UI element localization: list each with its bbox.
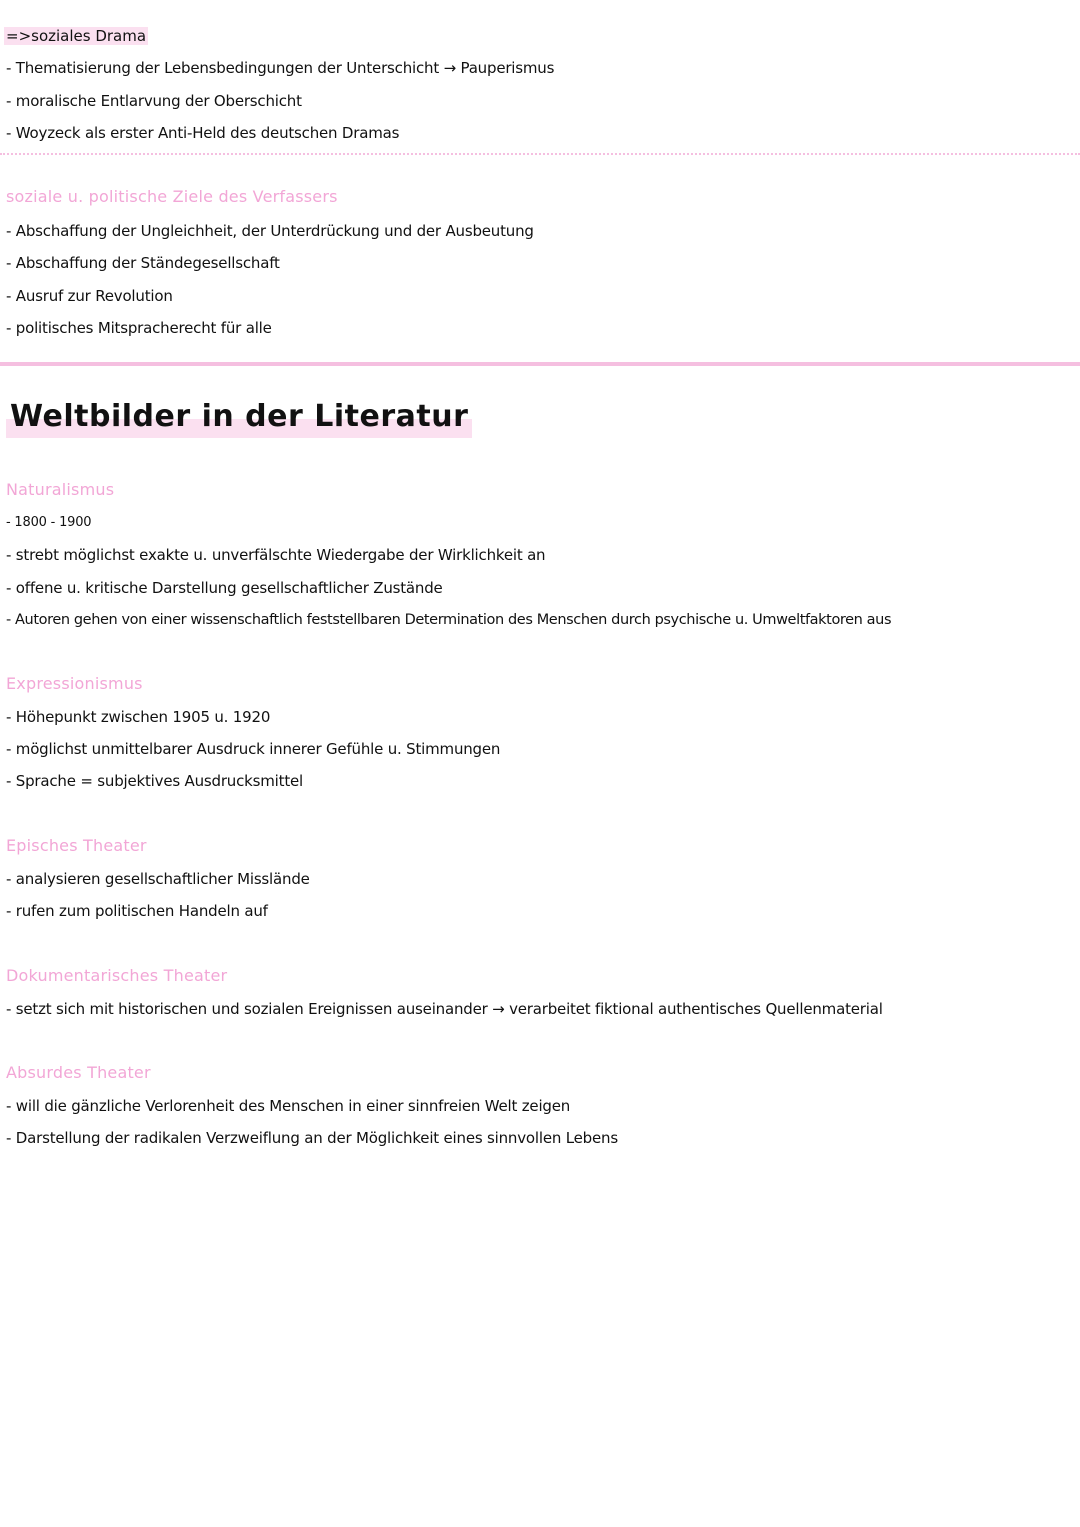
list-item: - Darstellung der radikalen Verzweiflung an der Möglichkeit eines sinnvollen Lebens [6,1129,618,1147]
list-item: - Ausruf zur Revolution [6,287,173,305]
list-item: - 1800 - 1900 [6,515,92,530]
list-item: - Abschaffung der Ständegesellschaft [6,254,280,272]
list-item: - will die gänzliche Verlorenheit des Menschen in einer sinnfreien Welt zeigen [6,1097,571,1115]
list-item: - Höhepunkt zwischen 1905 u. 1920 [6,708,271,726]
list-item: - offene u. kritische Darstellung gesellschaftlicher Zustände [6,579,443,597]
list-item: - moralische Entlarvung der Oberschicht [6,92,302,110]
list-item: - Woyzeck als erster Anti-Held des deutschen Dramas [6,124,400,142]
section-heading-expressionismus: Expressionismus [6,674,143,693]
list-item: - Sprache = subjektives Ausdrucksmittel [6,772,303,790]
list-item: - setzt sich mit historischen und sozialen Ereignissen auseinander → verarbeitet fiktional authentisches Quellenmaterial [6,1000,883,1018]
list-item: - möglichst unmittelbarer Ausdruck innerer Gefühle u. Stimmungen [6,740,501,758]
heading-text: =>soziales Drama [6,27,147,45]
list-item: - analysieren gesellschaftlicher Misslände [6,870,310,888]
section-heading-soziales-drama [4,26,148,46]
dotted-divider [0,153,1080,155]
section-divider [0,362,1080,366]
section-heading-naturalismus: Naturalismus [6,480,115,499]
list-item: - strebt möglichst exakte u. unverfälschte Wiedergabe der Wirklichkeit an [6,546,546,564]
list-item: - Abschaffung der Ungleichheit, der Unterdrückung und der Ausbeutung [6,222,534,240]
section-heading-absurdes-theater: Absurdes Theater [6,1063,151,1082]
section-heading-dokumentarisches-theater: Dokumentarisches Theater [6,966,228,985]
list-item: - politisches Mitspracherecht für alle [6,319,272,337]
list-item: - Autoren gehen von einer wissenschaftlich feststellbaren Determination des Menschen durch psychische u. Umweltfaktoren aus [6,612,892,628]
section-heading-ziele: soziale u. politische Ziele des Verfassers [6,187,338,206]
section-heading-episches-theater: Episches Theater [6,836,147,855]
list-item: - Thematisierung der Lebensbedingungen der Unterschicht → Pauperismus [6,59,555,77]
page-title: Weltbilder in der Literatur [6,396,472,438]
list-item: - rufen zum politischen Handeln auf [6,902,268,920]
